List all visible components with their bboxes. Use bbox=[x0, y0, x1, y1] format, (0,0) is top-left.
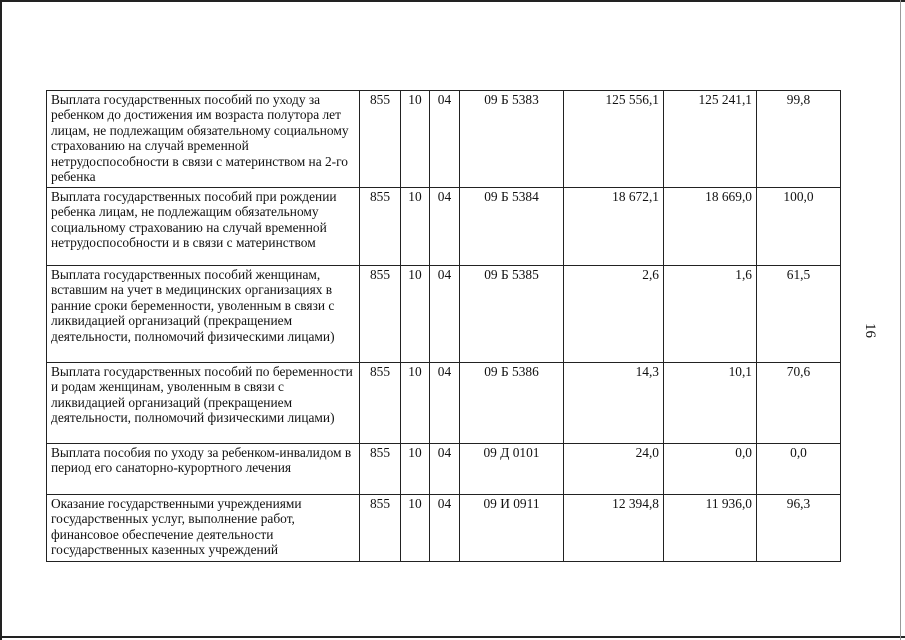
target-article-cell: 09 Б 5385 bbox=[460, 266, 564, 363]
executed-amount-cell: 11 936,0 bbox=[664, 495, 757, 562]
budget-table bbox=[46, 90, 841, 562]
page-border-right bbox=[900, 0, 901, 640]
ministry-code-cell: 855 bbox=[360, 188, 401, 266]
planned-amount-cell: 2,6 bbox=[564, 266, 664, 363]
planned-amount-cell: 24,0 bbox=[564, 444, 664, 495]
target-article-cell: 09 Б 5384 bbox=[460, 188, 564, 266]
table-row bbox=[47, 444, 841, 495]
ministry-code-cell: 855 bbox=[360, 91, 401, 188]
section-code-cell: 10 bbox=[401, 495, 430, 562]
description-cell: Выплата государственных пособий при рождении ребенка лицам, не подлежащим обязательному социальному страхованию на случай временной нетрудоспособности и в связи с материнством bbox=[47, 188, 360, 266]
section-code-cell: 10 bbox=[401, 444, 430, 495]
description-cell: Выплата государственных пособий женщинам, вставшим на учет в медицинских организациях в ранние сроки беременности, уволенным в связи с ликвидацией организаций (прекращением деятельности, полномочий физическими лицами) bbox=[47, 266, 360, 363]
ministry-code-cell: 855 bbox=[360, 444, 401, 495]
table-row bbox=[47, 266, 841, 363]
target-article-cell: 09 Д 0101 bbox=[460, 444, 564, 495]
table-row bbox=[47, 91, 841, 188]
planned-amount-cell: 18 672,1 bbox=[564, 188, 664, 266]
percent-cell: 100,0 bbox=[757, 188, 841, 266]
executed-amount-cell: 18 669,0 bbox=[664, 188, 757, 266]
section-code-cell: 10 bbox=[401, 91, 430, 188]
target-article-cell: 09 И 0911 bbox=[460, 495, 564, 562]
ministry-code-cell: 855 bbox=[360, 266, 401, 363]
description-cell: Выплата пособия по уходу за ребенком-инвалидом в период его санаторно-курортного лечения bbox=[47, 444, 360, 495]
section-code-cell: 10 bbox=[401, 266, 430, 363]
subsection-code-cell: 04 bbox=[430, 266, 460, 363]
percent-cell: 99,8 bbox=[757, 91, 841, 188]
description-cell: Выплата государственных пособий по уходу за ребенком до достижения им возраста полутора лет лицам, не подлежащим обязательному социальному страхованию на случай временной нетрудоспособности в связи с материнством на 2-го ребенка bbox=[47, 91, 360, 188]
page-border-top bbox=[0, 0, 905, 2]
percent-cell: 61,5 bbox=[757, 266, 841, 363]
description-cell: Оказание государственными учреждениями государственных услуг, выполнение работ, финансовое обеспечение деятельности государственных казенных учреждений bbox=[47, 495, 360, 562]
page-border-left bbox=[0, 0, 2, 640]
percent-cell: 70,6 bbox=[757, 363, 841, 444]
percent-cell: 96,3 bbox=[757, 495, 841, 562]
planned-amount-cell: 14,3 bbox=[564, 363, 664, 444]
target-article-cell: 09 Б 5386 bbox=[460, 363, 564, 444]
subsection-code-cell: 04 bbox=[430, 91, 460, 188]
subsection-code-cell: 04 bbox=[430, 495, 460, 562]
section-code-cell: 10 bbox=[401, 363, 430, 444]
executed-amount-cell: 1,6 bbox=[664, 266, 757, 363]
percent-cell: 0,0 bbox=[757, 444, 841, 495]
page-border-bottom bbox=[0, 636, 905, 638]
ministry-code-cell: 855 bbox=[360, 363, 401, 444]
description-cell: Выплата государственных пособий по беременности и родам женщинам, уволенным в связи с ликвидацией организаций (прекращением деятельности, полномочий физическими лицами) bbox=[47, 363, 360, 444]
planned-amount-cell: 125 556,1 bbox=[564, 91, 664, 188]
table-row bbox=[47, 495, 841, 562]
ministry-code-cell: 855 bbox=[360, 495, 401, 562]
table-row bbox=[47, 188, 841, 266]
executed-amount-cell: 0,0 bbox=[664, 444, 757, 495]
page-number: 16 bbox=[862, 323, 878, 338]
subsection-code-cell: 04 bbox=[430, 444, 460, 495]
planned-amount-cell: 12 394,8 bbox=[564, 495, 664, 562]
section-code-cell: 10 bbox=[401, 188, 430, 266]
subsection-code-cell: 04 bbox=[430, 188, 460, 266]
executed-amount-cell: 125 241,1 bbox=[664, 91, 757, 188]
executed-amount-cell: 10,1 bbox=[664, 363, 757, 444]
subsection-code-cell: 04 bbox=[430, 363, 460, 444]
target-article-cell: 09 Б 5383 bbox=[460, 91, 564, 188]
table-row bbox=[47, 363, 841, 444]
